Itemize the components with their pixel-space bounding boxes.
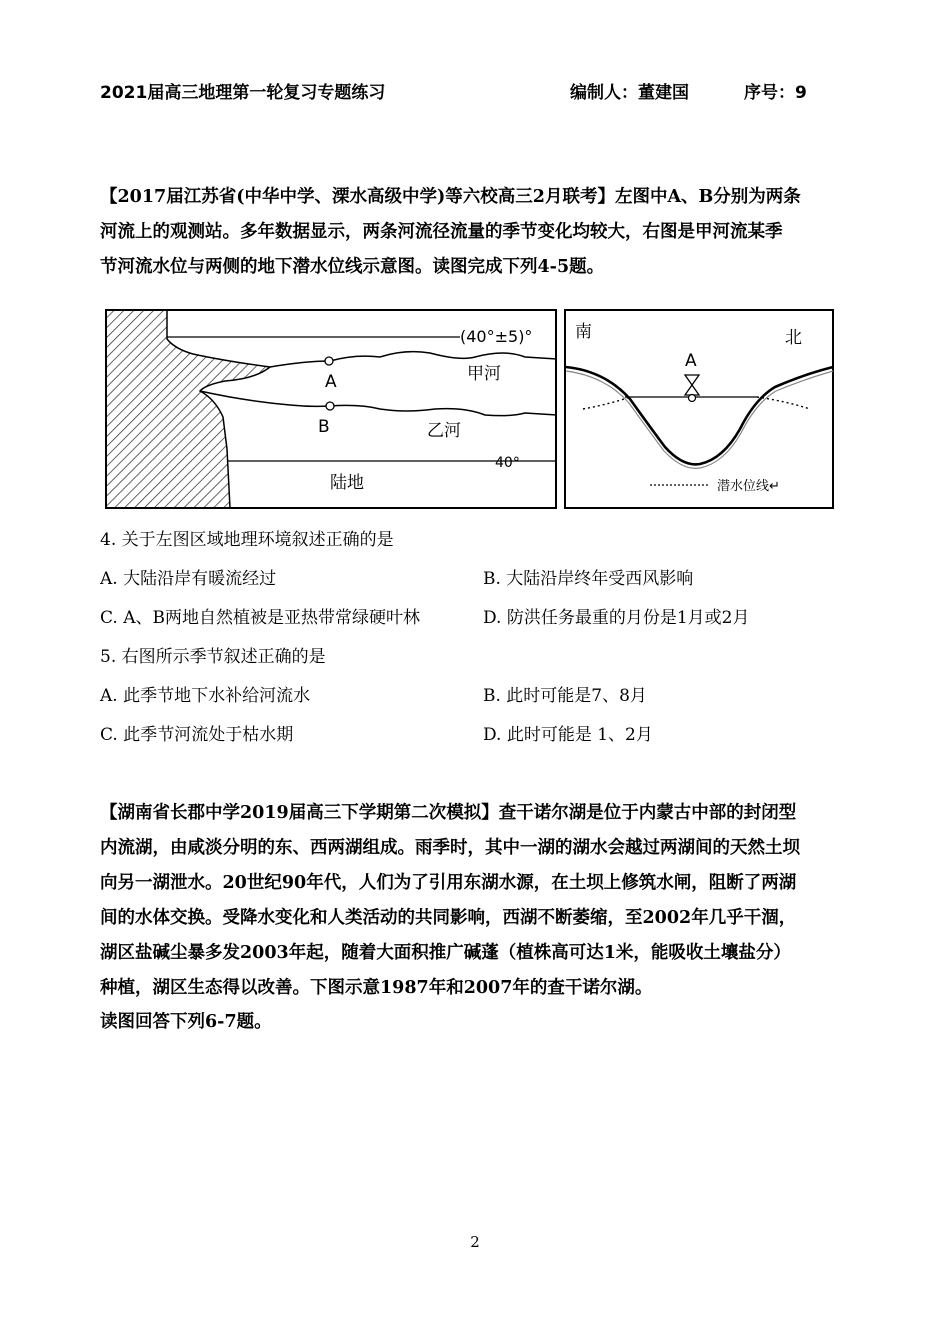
intro1-line: 【2017届江苏省(中华中学、溧水高级中学)等六校高三2月联考】左图中A、B分别为两条 [100,187,801,207]
station-b-marker [326,402,334,410]
q5-option-c: C. 此季节河流处于枯水期 [100,725,294,745]
station-a-marker [325,357,333,365]
q4-options-ab [100,560,860,599]
land-label: 陆地 [330,473,364,493]
intro2-line: 【湖南省长郡中学2019届高三下学期第二次模拟】查干诺尔湖是位于内蒙古中部的封闭型 [100,803,797,823]
figure-river-diagrams [105,309,835,515]
right-section [565,310,833,508]
riverbed-line [566,367,833,464]
intro1-line: 河流上的观测站。多年数据显示，两条河流径流量的季节变化均较大，右图是甲河流某季 [100,222,783,242]
intro-paragraph-2 [100,796,860,1038]
questions-4-5 [100,521,860,755]
q5-stem [100,638,860,677]
q5-options-cd [100,716,860,755]
intro2-line: 种植，湖区生态得以改善。下图示意1987年和2007年的查干诺尔湖。 [100,978,653,998]
q5-option-a: A. 此季节地下水补给河流水 [100,686,311,706]
q5-option-b: B. 此时可能是7、8月 [483,686,647,706]
intro2-line: 读图回答下列6-7题。 [100,1012,272,1032]
river-jia-label: 甲河 [467,364,501,384]
header-serial: 序号：9 [744,83,807,103]
station-b-label: B [318,417,330,437]
riverbed-inner-line [566,371,833,468]
water-level-marker-bottom [685,385,699,395]
station-a-label: A [325,372,337,392]
intro-paragraph-1 [100,180,860,285]
lat-bottom-label: 40° [495,455,520,471]
river-yi [200,391,557,416]
river-jia [270,352,557,367]
q4-option-a: A. 大陆沿岸有暖流经过 [100,569,277,589]
water-level-marker [685,375,699,385]
north-label: 北 [785,328,802,348]
q4-option-d: D. 防洪任务最重的月份是1月或2月 [483,608,750,628]
q4-options-cd [100,599,860,638]
q4-stem [100,521,860,560]
station-a-point [689,395,696,402]
left-map [106,310,557,508]
q5-option-d: D. 此时可能是 1、2月 [483,725,653,745]
intro2-line: 向另一湖泄水。20世纪90年代，人们为了引用东湖水源，在土坝上修筑水闸，阻断了两湖 [100,873,797,893]
header-editor: 编制人：董建国 [570,83,689,103]
q5-options-ab [100,677,860,716]
q4-stem-text: 4. 关于左图区域地理环境叙述正确的是 [100,530,394,550]
intro2-line: 间的水体交换。受降水变化和人类活动的共同影响，西湖不断萎缩，至2002年几乎干涸， [100,908,797,928]
header-title: 2021届高三地理第一轮复习专题练习 [100,83,386,103]
lat-top-label: (40°±5)° [460,327,533,346]
intro2-line: 内流湖，由咸淡分明的东、西两湖组成。雨季时，其中一湖的湖水会越过两湖间的天然土坝 [100,838,800,858]
intro2-line: 湖区盐碱尘暴多发2003年起，随着大面积推广碱蓬（植株高可达1米，能吸收土壤盐分） [100,943,791,963]
river-yi-label: 乙河 [427,421,461,441]
q5-stem-text: 5. 右图所示季节叙述正确的是 [100,647,326,667]
page-number: 2 [470,1233,480,1251]
groundwater-line [583,397,810,409]
south-label: 南 [575,322,592,342]
q4-option-b: B. 大陆沿岸终年受西风影响 [483,569,694,589]
figure-svg [105,309,835,511]
page-header [100,78,860,106]
intro1-line: 节河流水位与两侧的地下潜水位线示意图。读图完成下列4-5题。 [100,257,605,277]
hatched-land [106,310,270,508]
station-a-section-label: A [685,351,697,371]
legend-label: 潜水位线↵ [717,479,780,494]
q4-option-c: C. A、B两地自然植被是亚热带常绿硬叶林 [100,608,420,628]
